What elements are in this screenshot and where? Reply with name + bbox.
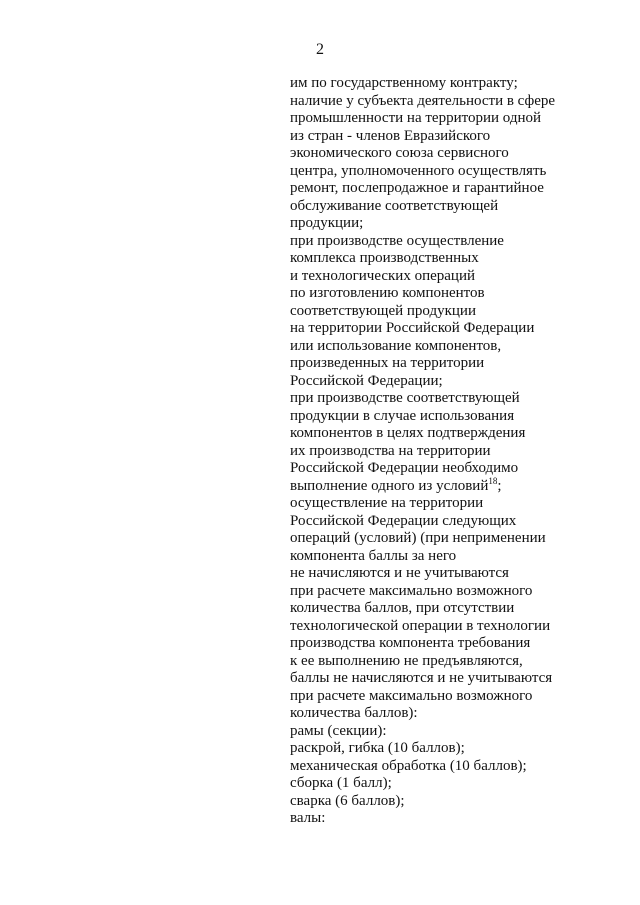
body-line-text: выполнение одного из условий — [290, 477, 489, 494]
body-line: продукции; — [290, 215, 364, 231]
body-line: количества баллов): — [290, 705, 418, 721]
body-line — [290, 475, 620, 496]
body-line: производства компонента требования — [290, 635, 531, 651]
body-line: технологической операции в технологии — [290, 617, 551, 634]
body-line: количества баллов, при отсутствии — [290, 600, 515, 616]
body-line: их производства на территории — [290, 442, 491, 459]
body-line: экономического союза сервисного — [290, 145, 509, 161]
body-line: осуществление на территории — [290, 495, 484, 511]
body-line: промышленности на территории одной — [290, 110, 542, 126]
body-line: комплекса производственных — [290, 250, 479, 266]
body-line: или использование компонентов, — [290, 337, 502, 354]
body-line: и технологических операций — [290, 267, 476, 284]
body-line: продукции в случае использования — [290, 407, 515, 424]
body-line: произведенных на территории — [290, 355, 485, 371]
body-line: при производстве соответствующей — [290, 390, 520, 406]
body-line: при производстве осуществление — [290, 232, 504, 249]
body-line: центра, уполномоченного осуществлять — [290, 162, 547, 179]
body-line: при расчете максимально возможного — [290, 687, 533, 704]
body-line: рамы (секции): — [290, 722, 387, 739]
body-line: соответствующей продукции — [290, 302, 476, 319]
body-line: раскрой, гибка (10 баллов); — [290, 740, 465, 756]
body-line: Российской Федерации следующих — [290, 512, 517, 529]
body-line: при расчете максимально возможного — [290, 582, 533, 599]
body-line: на территории Российской Федерации — [290, 320, 535, 336]
body-line: механическая обработка (10 баллов); — [290, 757, 527, 774]
body-line: компонента баллы за него — [290, 547, 457, 564]
body-line: по изготовлению компонентов — [290, 285, 485, 301]
body-line: Российской Федерации необходимо — [290, 460, 519, 476]
body-line: валы: — [290, 810, 326, 826]
body-line: ремонт, послепродажное и гарантийное — [290, 180, 544, 196]
body-line: сварка (6 баллов); — [290, 792, 405, 809]
body-line: баллы не начисляются и не учитываются — [290, 670, 553, 686]
body-line: обслуживание соответствующей — [290, 197, 499, 214]
body-line: компонентов в целях подтверждения — [290, 425, 526, 441]
body-line: наличие у субъекта деятельности в сфере — [290, 92, 556, 109]
footnote-reference: 18 — [488, 475, 498, 486]
body-line-punctuation: ; — [497, 477, 502, 494]
body-line: не начисляются и не учитываются — [290, 565, 509, 581]
body-line: сборка (1 балл); — [290, 775, 392, 791]
body-line: из стран - членов Евразийского — [290, 127, 491, 144]
body-line: к ее выполнению не предъявляются, — [290, 652, 523, 669]
page-number: 2 — [316, 41, 324, 58]
body-text-column — [290, 75, 620, 828]
body-line: операций (условий) (при неприменении — [290, 530, 546, 546]
body-line: им по государственному контракту; — [290, 75, 518, 91]
body-line: Российской Федерации; — [290, 372, 443, 389]
